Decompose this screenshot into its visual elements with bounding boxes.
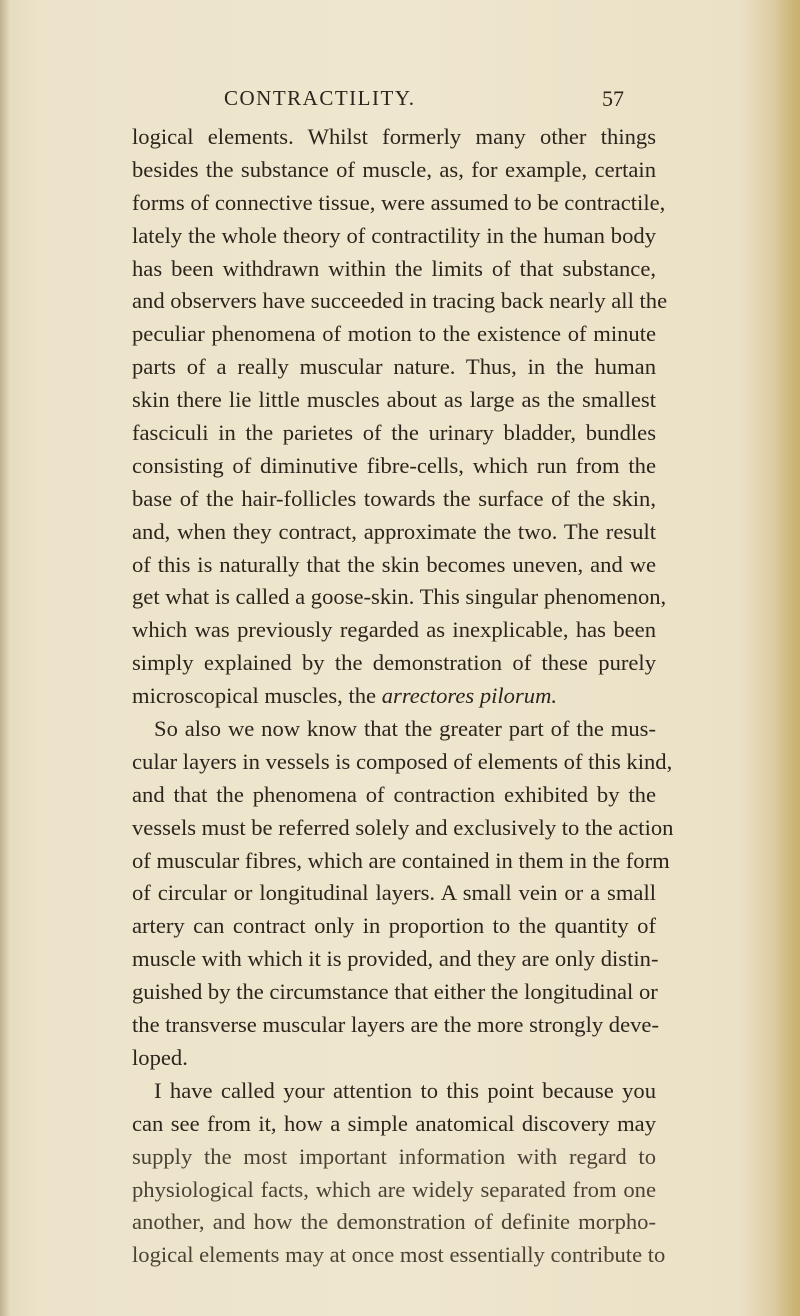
italic-term: arrectores pilorum. xyxy=(381,683,558,709)
paragraph-start-line: I have called your attention to this point because you xyxy=(154,1077,656,1103)
text-line: supply the most important information with regard to xyxy=(132,1143,656,1169)
text-line: can see from it, how a simple anatomical discovery may xyxy=(132,1110,656,1136)
running-title: CONTRACTILITY. xyxy=(224,86,416,110)
text-line: besides the substance of muscle, as, for example, certain xyxy=(132,156,656,182)
text-line: peculiar phenomena of motion to the existence of minute xyxy=(132,321,656,347)
text-line: lately the whole theory of contractility in the human body xyxy=(132,222,656,248)
text-line: get what is called a goose-skin. This singular phenomenon, xyxy=(132,584,667,610)
text-line: cular layers in vessels is composed of elements of this kind, xyxy=(132,748,673,774)
text-line: vessels must be referred solely and exclusively to the action xyxy=(132,814,674,840)
text-line-lead: microscopical muscles, the xyxy=(132,683,377,709)
text-line: and observers have succeeded in tracing back nearly all the xyxy=(132,288,668,314)
text-line: has been withdrawn within the limits of that substance, xyxy=(132,255,656,281)
text-line: logical elements may at once most essentially contribute to xyxy=(132,1242,666,1268)
text-line: fasciculi in the parietes of the urinary bladder, bundles xyxy=(132,420,656,446)
text-line: the transverse muscular layers are the more strongly deve- xyxy=(132,1012,659,1038)
body-text xyxy=(132,121,674,1272)
page-edge-stain xyxy=(774,0,800,1316)
text-line: which was previously regarded as inexplicable, has been xyxy=(132,617,656,643)
text-line: artery can contract only in proportion to the quantity of xyxy=(132,913,656,939)
text-line: parts of a really muscular nature. Thus, in the human xyxy=(132,354,656,380)
text-line-with-italic-term xyxy=(132,680,656,713)
page-gutter-shadow xyxy=(0,0,10,1316)
paragraph-end-line: loped. xyxy=(132,1044,188,1070)
text-line: guished by the circumstance that either the longitudinal or xyxy=(132,979,658,1005)
text-line: physiological facts, which are widely separated from one xyxy=(132,1176,656,1202)
paragraph-start-line: So also we now know that the greater part of the mus- xyxy=(154,716,656,742)
page-number: 57 xyxy=(602,86,624,111)
text-line: another, and how the demonstration of definite morpho- xyxy=(132,1209,656,1235)
text-line: of muscular fibres, which are contained in them in the form xyxy=(132,847,670,873)
text-line: of this is naturally that the skin becomes uneven, and we xyxy=(132,551,656,577)
text-line: skin there lie little muscles about as large as the smallest xyxy=(132,387,656,413)
text-line: logical elements. Whilst formerly many other things xyxy=(132,124,656,149)
text-line: muscle with which it is provided, and they are only distin- xyxy=(132,946,659,972)
text-line: of circular or longitudinal layers. A small vein or a small xyxy=(132,880,656,906)
text-line: forms of connective tissue, were assumed to be contractile, xyxy=(132,189,666,215)
text-line: and, when they contract, approximate the two. The result xyxy=(132,518,656,544)
text-line: and that the phenomena of contraction exhibited by the xyxy=(132,781,656,807)
text-line: consisting of diminutive fibre-cells, which run from the xyxy=(132,452,656,478)
running-head xyxy=(224,86,624,116)
text-line: base of the hair-follicles towards the surface of the skin, xyxy=(132,485,656,511)
text-line: simply explained by the demonstration of these purely xyxy=(132,650,656,676)
